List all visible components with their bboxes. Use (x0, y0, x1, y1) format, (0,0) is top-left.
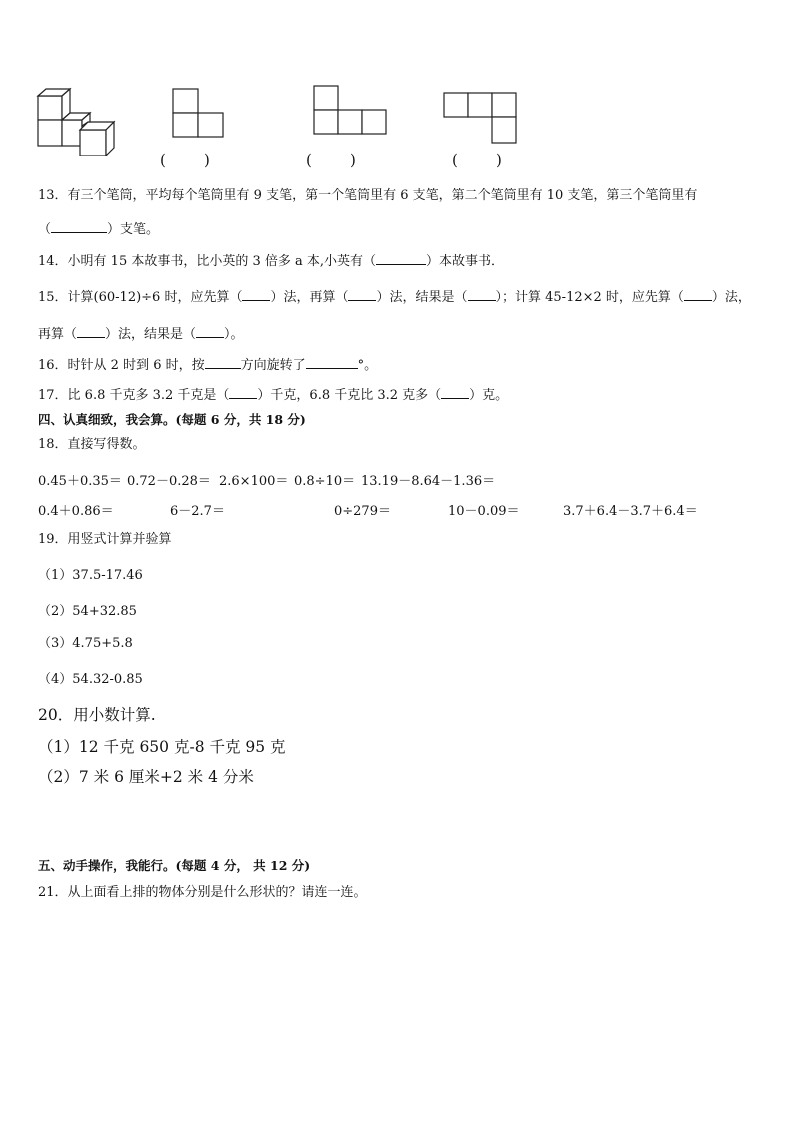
q17-blank-1[interactable] (229, 386, 257, 399)
q15-text-b: ）法，再算（ (270, 290, 349, 305)
question-14 (38, 252, 504, 270)
q16-text-c: °。 (357, 358, 378, 373)
q13-text: 13．有三个笔筒，平均每个笔筒里有 9 支笔，第一个笔筒里有 6 支笔，第二个笔筒里有 10 支笔，第三个笔筒里有 (38, 188, 698, 203)
q13-close: ）支笔。 (107, 222, 160, 237)
q14-pre: 14．小明有 15 本故事书，比小英的 3 倍多 a 本,小英有（ (38, 254, 377, 269)
q16-text-a: 16．时针从 2 时到 6 时，按 (38, 358, 205, 373)
q15-blank-5[interactable] (77, 325, 105, 338)
q17-text-a: 17．比 6.8 千克多 3.2 千克是（ (38, 388, 230, 403)
question-21: 21．从上面看上排的物体分别是什么形状的？请连一连。 (38, 885, 367, 900)
q15-text-c: ）法，结果是（ (376, 290, 468, 305)
calc-item: 0.45＋0.35＝ (38, 474, 122, 489)
q17-text-c: ）克。 (469, 388, 509, 403)
q19-item: （2）54+32.85 (38, 604, 137, 619)
calc-item: 13.19－8.64－1.36＝ (361, 474, 496, 489)
calc-item: 2.6×100＝ (219, 474, 289, 489)
question-19-title: 19．用竖式计算并验算 (38, 532, 172, 547)
answer-paren-b[interactable]: ( ) (306, 151, 356, 169)
q16-text-b: 方向旋转了 (240, 358, 306, 373)
q19-item: （1）37.5-17.46 (38, 568, 143, 583)
question-16 (38, 356, 377, 374)
q14-blank[interactable] (376, 252, 426, 265)
q20-item: （2）7 米 6 厘米+2 米 4 分米 (38, 768, 254, 786)
q15-blank-6[interactable] (196, 325, 224, 338)
shape-option-a (172, 88, 224, 140)
q15-text-g: ）法，结果是（ (105, 327, 197, 342)
q13-blank[interactable] (51, 220, 107, 233)
answer-paren-a[interactable]: ( ) (160, 151, 210, 169)
q13-open: （ (38, 222, 52, 237)
q15-blank-2[interactable] (348, 288, 376, 301)
q16-blank-1[interactable] (205, 356, 241, 369)
calc-item: 0.4＋0.86＝ (38, 504, 114, 519)
question-15-line1 (38, 288, 751, 306)
answer-paren-c[interactable]: ( ) (452, 151, 502, 169)
question-15-line2 (38, 325, 244, 343)
calc-item: 0÷279＝ (334, 504, 391, 519)
shape-option-c (443, 92, 521, 146)
section-5-heading: 五、动手操作，我能行。(每题 4 分， 共 12 分) (38, 858, 311, 873)
q14-post: ）本故事书． (426, 254, 505, 269)
q15-text-d: ）；计算 45-12×2 时，应先算（ (495, 290, 684, 305)
section-4-heading: 四、认真细致，我会算。(每题 6 分，共 18 分) (38, 412, 306, 427)
calc-item: 6－2.7＝ (170, 504, 225, 519)
question-17 (38, 386, 508, 404)
calc-item: 0.72－0.28＝ (127, 474, 211, 489)
q15-text-e: ）法， (711, 290, 751, 305)
q15-text-h: ）。 (224, 327, 244, 342)
q19-item: （4）54.32-0.85 (38, 672, 143, 687)
q19-item: （3）4.75+5.8 (38, 636, 133, 651)
question-20-title: 20．用小数计算. (38, 706, 156, 724)
question-18-title: 18．直接写得数。 (38, 437, 146, 452)
calc-item: 0.8÷10＝ (294, 474, 356, 489)
q15-blank-3[interactable] (468, 288, 496, 301)
q15-blank-4[interactable] (684, 288, 712, 301)
question-13-line2 (38, 220, 159, 238)
q20-item: （1）12 千克 650 克-8 千克 95 克 (38, 738, 286, 756)
q17-text-b: ）千克，6.8 千克比 3.2 克多（ (257, 388, 442, 403)
shape-option-b (313, 85, 389, 137)
q17-blank-2[interactable] (441, 386, 469, 399)
q15-text-a: 15．计算(60-12)÷6 时，应先算（ (38, 290, 243, 305)
q15-blank-1[interactable] (242, 288, 270, 301)
q16-blank-2[interactable] (306, 356, 358, 369)
question-13-line1 (38, 188, 697, 204)
calc-item: 10－0.09＝ (448, 504, 520, 519)
q15-text-f: 再算（ (38, 327, 78, 342)
cube-stack-figure (36, 86, 126, 156)
calc-item: 3.7＋6.4－3.7＋6.4＝ (563, 504, 698, 519)
